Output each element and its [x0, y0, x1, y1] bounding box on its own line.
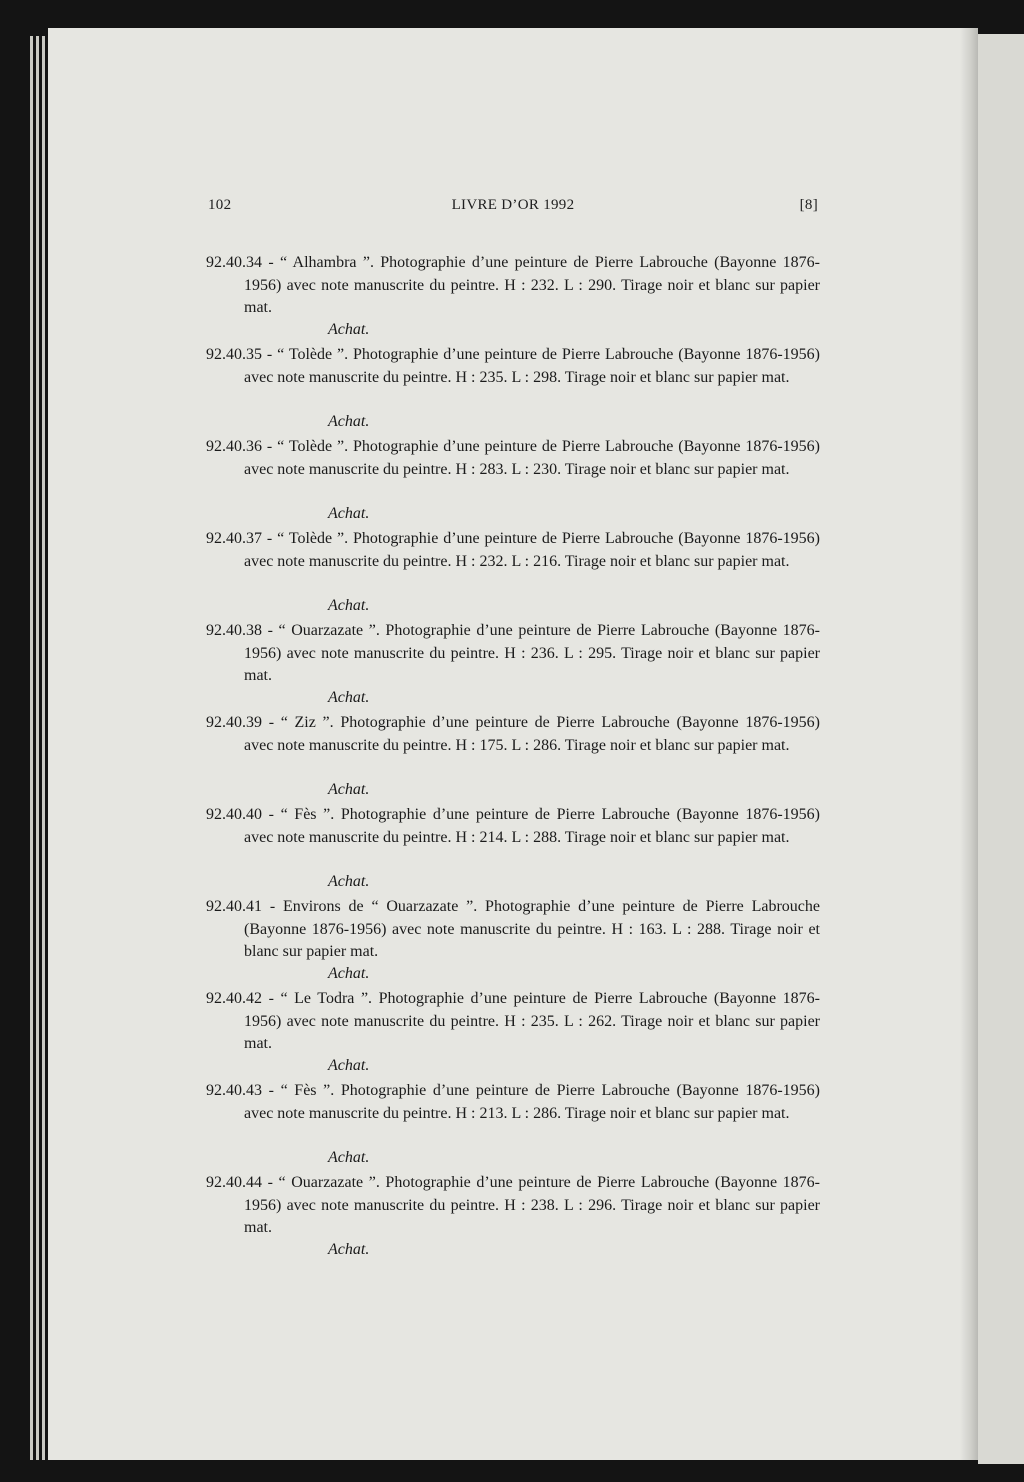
- catalogue-entry: [206, 712, 820, 804]
- header-title: LIVRE D’OR 1992: [451, 197, 575, 213]
- acquisition-mode: Achat.: [328, 1149, 370, 1166]
- page-edge: [42, 36, 45, 1460]
- entry-description: 92.40.35 - “ Tolède ”. Photographie d’une peinture de Pierre Labrouche (Bayonne 1876-1956) avec note manuscrite du peintre. H : 235. L : 298. Tirage noir et blanc sur papier mat.: [206, 346, 820, 386]
- entry-description: 92.40.38 - “ Ouarzazate ”. Photographie d’une peinture de Pierre Labrouche (Bayonne 1876-1956) avec note manuscrite du peintre. H : 236. L : 295. Tirage noir et blanc sur papier mat.: [206, 622, 820, 684]
- catalogue-entry: [206, 1080, 820, 1172]
- entry-description: 92.40.37 - “ Tolède ”. Photographie d’une peinture de Pierre Labrouche (Bayonne 1876-1956) avec note manuscrite du peintre. H : 232. L : 216. Tirage noir et blanc sur papier mat.: [206, 530, 820, 570]
- page-edge: [30, 36, 33, 1460]
- acquisition-mode: Achat.: [328, 321, 370, 338]
- catalogue-entry: [206, 988, 820, 1080]
- entry-description: 92.40.41 - Environs de “ Ouarzazate ”. Photographie d’une peinture de Pierre Labrouche (Bayonne 1876-1956) avec note manuscrite du peintre. H : 163. L : 288. Tirage noir et blanc sur papier mat.: [206, 898, 820, 960]
- acquisition-mode: Achat.: [328, 689, 370, 706]
- catalogue-entry: [206, 1172, 820, 1264]
- catalogue-entry: [206, 528, 820, 620]
- catalogue-entries: [206, 252, 820, 1264]
- acquisition-mode: Achat.: [328, 873, 370, 890]
- acquisition-mode: Achat.: [328, 965, 370, 982]
- acquisition-mode: Achat.: [328, 413, 370, 430]
- catalogue-entry: [206, 252, 820, 344]
- entry-description: 92.40.36 - “ Tolède ”. Photographie d’une peinture de Pierre Labrouche (Bayonne 1876-1956) avec note manuscrite du peintre. H : 283. L : 230. Tirage noir et blanc sur papier mat.: [206, 438, 820, 478]
- book-gutter: [960, 28, 978, 1460]
- catalogue-entry: [206, 620, 820, 712]
- catalogue-entry: [206, 804, 820, 896]
- entry-description: 92.40.39 - “ Ziz ”. Photographie d’une peinture de Pierre Labrouche (Bayonne 1876-1956) avec note manuscrite du peintre. H : 175. L : 286. Tirage noir et blanc sur papier mat.: [206, 714, 820, 754]
- entry-description: 92.40.44 - “ Ouarzazate ”. Photographie d’une peinture de Pierre Labrouche (Bayonne 1876-1956) avec note manuscrite du peintre. H : 238. L : 296. Tirage noir et blanc sur papier mat.: [206, 1174, 820, 1236]
- catalogue-entry: [206, 436, 820, 528]
- acquisition-mode: Achat.: [328, 1057, 370, 1074]
- catalogue-entry: [206, 896, 820, 988]
- running-header: [208, 197, 818, 219]
- catalogue-entry: [206, 344, 820, 436]
- entry-description: 92.40.40 - “ Fès ”. Photographie d’une peinture de Pierre Labrouche (Bayonne 1876-1956) avec note manuscrite du peintre. H : 214. L : 288. Tirage noir et blanc sur papier mat.: [206, 806, 820, 846]
- page-number: 102: [208, 197, 232, 213]
- acquisition-mode: Achat.: [328, 781, 370, 798]
- page-edge: [36, 36, 39, 1460]
- acquisition-mode: Achat.: [328, 1241, 370, 1258]
- acquisition-mode: Achat.: [328, 505, 370, 522]
- acquisition-mode: Achat.: [328, 597, 370, 614]
- entry-description: 92.40.34 - “ Alhambra ”. Photographie d’une peinture de Pierre Labrouche (Bayonne 1876-1956) avec note manuscrite du peintre. H : 232. L : 290. Tirage noir et blanc sur papier mat.: [206, 254, 820, 316]
- entry-description: 92.40.43 - “ Fès ”. Photographie d’une peinture de Pierre Labrouche (Bayonne 1876-1956) avec note manuscrite du peintre. H : 213. L : 286. Tirage noir et blanc sur papier mat.: [206, 1082, 820, 1122]
- facing-page-edge: [978, 34, 1024, 1464]
- section-reference: [8]: [799, 197, 818, 213]
- entry-description: 92.40.42 - “ Le Todra ”. Photographie d’une peinture de Pierre Labrouche (Bayonne 1876-1956) avec note manuscrite du peintre. H : 235. L : 262. Tirage noir et blanc sur papier mat.: [206, 990, 820, 1052]
